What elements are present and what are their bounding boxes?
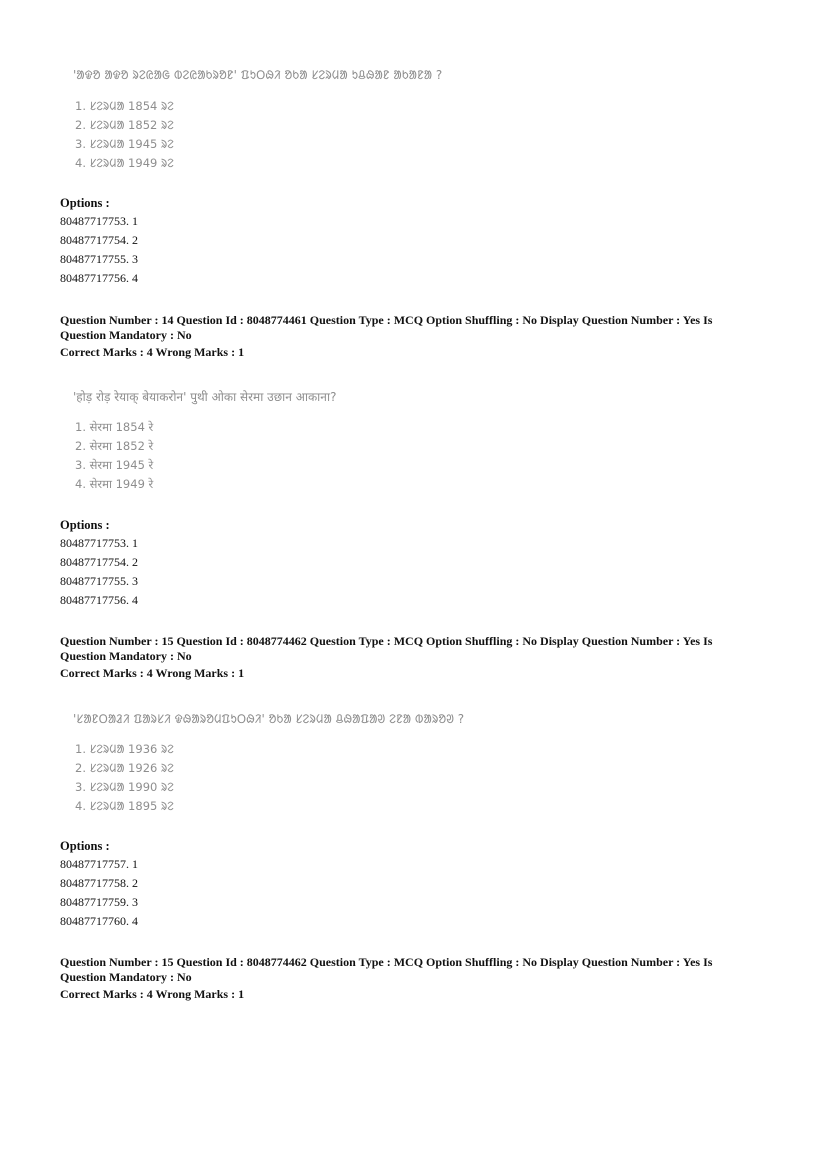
- question-image-stem: 'होड़ रोड़ रेयाक् बेयाकरोन' पुथी ओका सेरमा उछान आकाना?: [73, 390, 337, 404]
- question-meta: [60, 634, 760, 681]
- question-meta: [60, 955, 760, 1002]
- option-line: 80487717757. 1: [60, 857, 138, 871]
- question-meta-line: Question Mandatory : No: [60, 970, 192, 984]
- option-line: 80487717755. 3: [60, 252, 138, 266]
- options-heading: Options :: [60, 518, 110, 532]
- question-meta-line: Question Number : 15 Question Id : 8048774462 Question Type : MCQ Option Shuffling : No Display Question Number : Yes Is: [60, 634, 713, 648]
- marks-line: Correct Marks : 4 Wrong Marks : 1: [60, 345, 245, 359]
- question-image-option: 2. ᱥᱮᱨᱢᱟ 1926 ᱨᱮ: [75, 761, 174, 775]
- question-image-option: 3. ᱥᱮᱨᱢᱟ 1945 ᱨᱮ: [75, 137, 174, 151]
- question-image-option: 4. सेरमा 1949 रे: [75, 477, 154, 491]
- question-image-option: 4. ᱥᱮᱨᱢᱟ 1895 ᱨᱮ: [75, 799, 174, 813]
- question-image-option: 4. ᱥᱮᱨᱢᱟ 1949 ᱨᱮ: [75, 156, 174, 170]
- marks-line: Correct Marks : 4 Wrong Marks : 1: [60, 666, 245, 680]
- question-meta-line: Question Number : 14 Question Id : 8048774461 Question Type : MCQ Option Shuffling : No Display Question Number : Yes Is: [60, 313, 713, 327]
- question-meta-line: Question Mandatory : No: [60, 328, 192, 342]
- question-image-stem: 'ᱥᱟᱱᱛᱟᱲᱤ ᱯᱟᱨᱥᱤ ᱫᱷᱟᱨᱚᱢᱯᱩᱛᱷᱤ' ᱚᱠᱟ ᱥᱮᱨᱢᱟ ᱪᱷᱟᱯᱟᱣ ᱮᱱᱟ ᱵᱟᱨᱚᱣ ?: [73, 712, 465, 726]
- option-line: 80487717755. 3: [60, 574, 138, 588]
- option-line: 80487717756. 4: [60, 271, 138, 285]
- option-line: 80487717753. 1: [60, 536, 138, 550]
- options-heading: Options :: [60, 196, 110, 210]
- question-image-option: 1. सेरमा 1854 रे: [75, 420, 154, 434]
- option-line: 80487717758. 2: [60, 876, 138, 890]
- marks-line: Correct Marks : 4 Wrong Marks : 1: [60, 987, 245, 1001]
- option-line: 80487717759. 3: [60, 895, 138, 909]
- question-image-option: 1. ᱥᱮᱨᱢᱟ 1936 ᱨᱮ: [75, 742, 174, 756]
- question-image-option: 3. सेरमा 1945 रे: [75, 458, 154, 472]
- option-line: 80487717754. 2: [60, 555, 138, 569]
- option-line: 80487717753. 1: [60, 214, 138, 228]
- question-image-option: 1. ᱥᱮᱨᱢᱟ 1854 ᱨᱮ: [75, 99, 174, 113]
- question-image-stem: 'ᱟᱫᱚ ᱟᱫᱚ ᱨᱮᱭᱟᱜ ᱵᱮᱭᱟᱠᱨᱚᱱ' ᱯᱩᱛᱷᱤ ᱚᱠᱟ ᱥᱮᱨᱢᱟ ᱩᱪᱷᱟᱱ ᱟᱠᱟᱱᱟ ?: [73, 68, 443, 82]
- option-line: 80487717760. 4: [60, 914, 138, 928]
- question-image-option: 3. ᱥᱮᱨᱢᱟ 1990 ᱨᱮ: [75, 780, 174, 794]
- option-line: 80487717756. 4: [60, 593, 138, 607]
- option-line: 80487717754. 2: [60, 233, 138, 247]
- options-heading: Options :: [60, 839, 110, 853]
- question-image-option: 2. ᱥᱮᱨᱢᱟ 1852 ᱨᱮ: [75, 118, 174, 132]
- question-meta-line: Question Mandatory : No: [60, 649, 192, 663]
- question-meta-line: Question Number : 15 Question Id : 8048774462 Question Type : MCQ Option Shuffling : No Display Question Number : Yes Is: [60, 955, 713, 969]
- question-image-option: 2. सेरमा 1852 रे: [75, 439, 154, 453]
- question-meta: [60, 313, 760, 360]
